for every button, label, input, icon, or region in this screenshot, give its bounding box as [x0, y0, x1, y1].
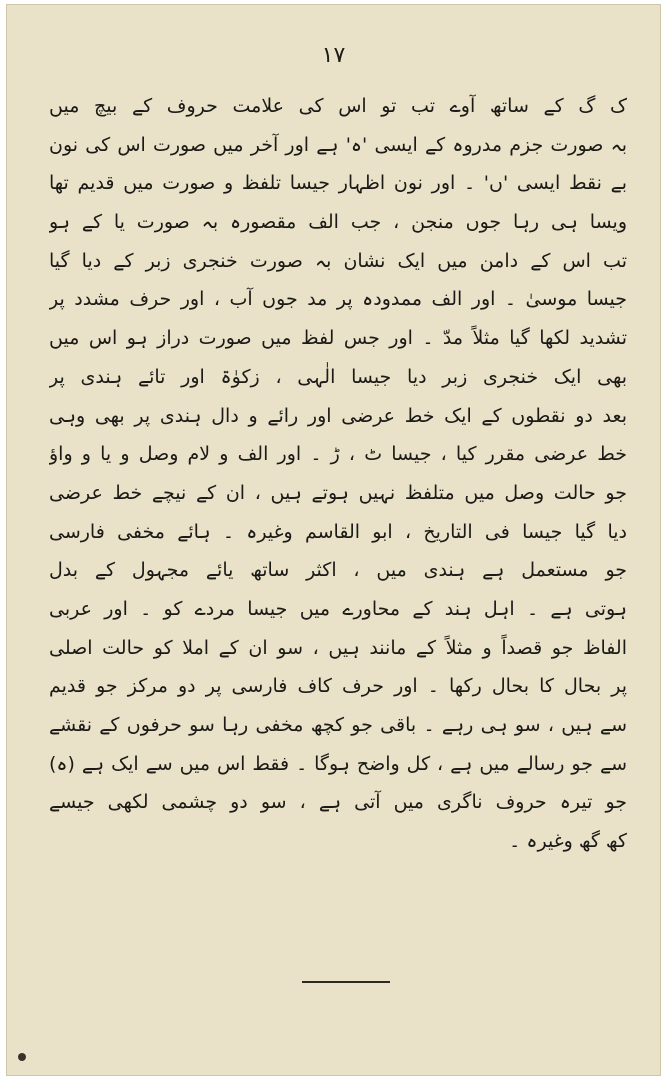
text-line-1: ک گ کے ساتھ آوے تب تو اس کی علامت حروف کے بیچ میں [49, 95, 627, 117]
text-line-8: بھی ایک خنجری زبر دیا جیسا الٰہی ، زکوٰۃ اور تائے ہندی پر [49, 365, 627, 388]
text-line-6: جیسا موسیٰ ۔ اور الف ممدودہ پر مد جوں آب ، اور حرف مشدد پر [49, 288, 627, 311]
text-line-16: پر بحال کا بحال رکھا ۔ اور حرف کاف فارسی پر دو مرکز جو قدیم [49, 675, 627, 698]
urdu-paragraph [49, 87, 627, 861]
text-line-20: کھ گھ وغیرہ ۔ [509, 830, 627, 853]
text-line-14: ہوتی ہے ۔ اہل ہند کے محاورے میں جیسا مردے کو ۔ اور عربی [49, 597, 627, 620]
text-line-13: جو مستعمل ہے ہندی میں ، اکثر ساتھ یائے مجہول کے بدل [49, 559, 627, 582]
ink-spot [18, 1053, 26, 1061]
text-line-5: تب اس کے دامن میں ایک نشان بہ صورت خنجری زبر کے دیا گیا [49, 249, 627, 272]
text-line-12: دیا گیا جیسا فی التاریخ ، ابو القاسم وغیرہ ۔ ہائے مخفی فارسی [49, 520, 627, 543]
text-line-17: سے ہیں ، سو ہی رہے ۔ باقی جو کچھ مخفی رہا سو حرفوں کے نقشے [49, 714, 627, 736]
text-line-2: بہ صورت جزم مدروہ کے ایسی 'ہ' ہے اور آخر میں صورت اس کی نون [49, 133, 627, 156]
text-line-18: سے جو رسالے میں ہے ، کل واضح ہوگا ۔ فقط اس میں سے ایک ہے (ہ) [49, 752, 627, 775]
text-line-15: الفاظ جو قصداً و مثلاً کے مانند ہیں ، سو ان کے املا کو حالت اصلی [49, 636, 627, 659]
book-page [6, 4, 661, 1076]
text-line-19: جو تیرہ حروف ناگری میں آتی ہے ، سو دو چشمی لکھی جیسے [49, 791, 627, 814]
text-line-3: بے نقط ایسی 'ں' ۔ اور نون اظہار جیسا تلفظ و صورت میں قدیم تھا [49, 172, 627, 195]
text-line-9: بعد دو نقطوں کے ایک خط عرضی اور رائے و دال ہندی پر بھی وہی [49, 404, 627, 427]
text-line-11: جو حالت وصل میں متلفظ نہیں ہوتے ہیں ، ان کے نیچے خط عرضی [49, 481, 627, 504]
page-number: ١٧ [321, 43, 346, 68]
text-line-10: خط عرضی مقرر کیا ، جیسا ٹ ، ڑ ۔ اور الف و لام وصل و یا و واؤ [49, 443, 627, 466]
section-end-rule [302, 981, 390, 983]
text-line-4: ویسا ہی رہا جوں منجن ، جب الف مقصورہ بہ صورت یا کے ہو [49, 211, 627, 234]
text-line-7: تشدید لکھا گیا مثلاً مدّ ۔ اور جس لفظ میں صورت دراز ہو اس میں [49, 327, 627, 350]
